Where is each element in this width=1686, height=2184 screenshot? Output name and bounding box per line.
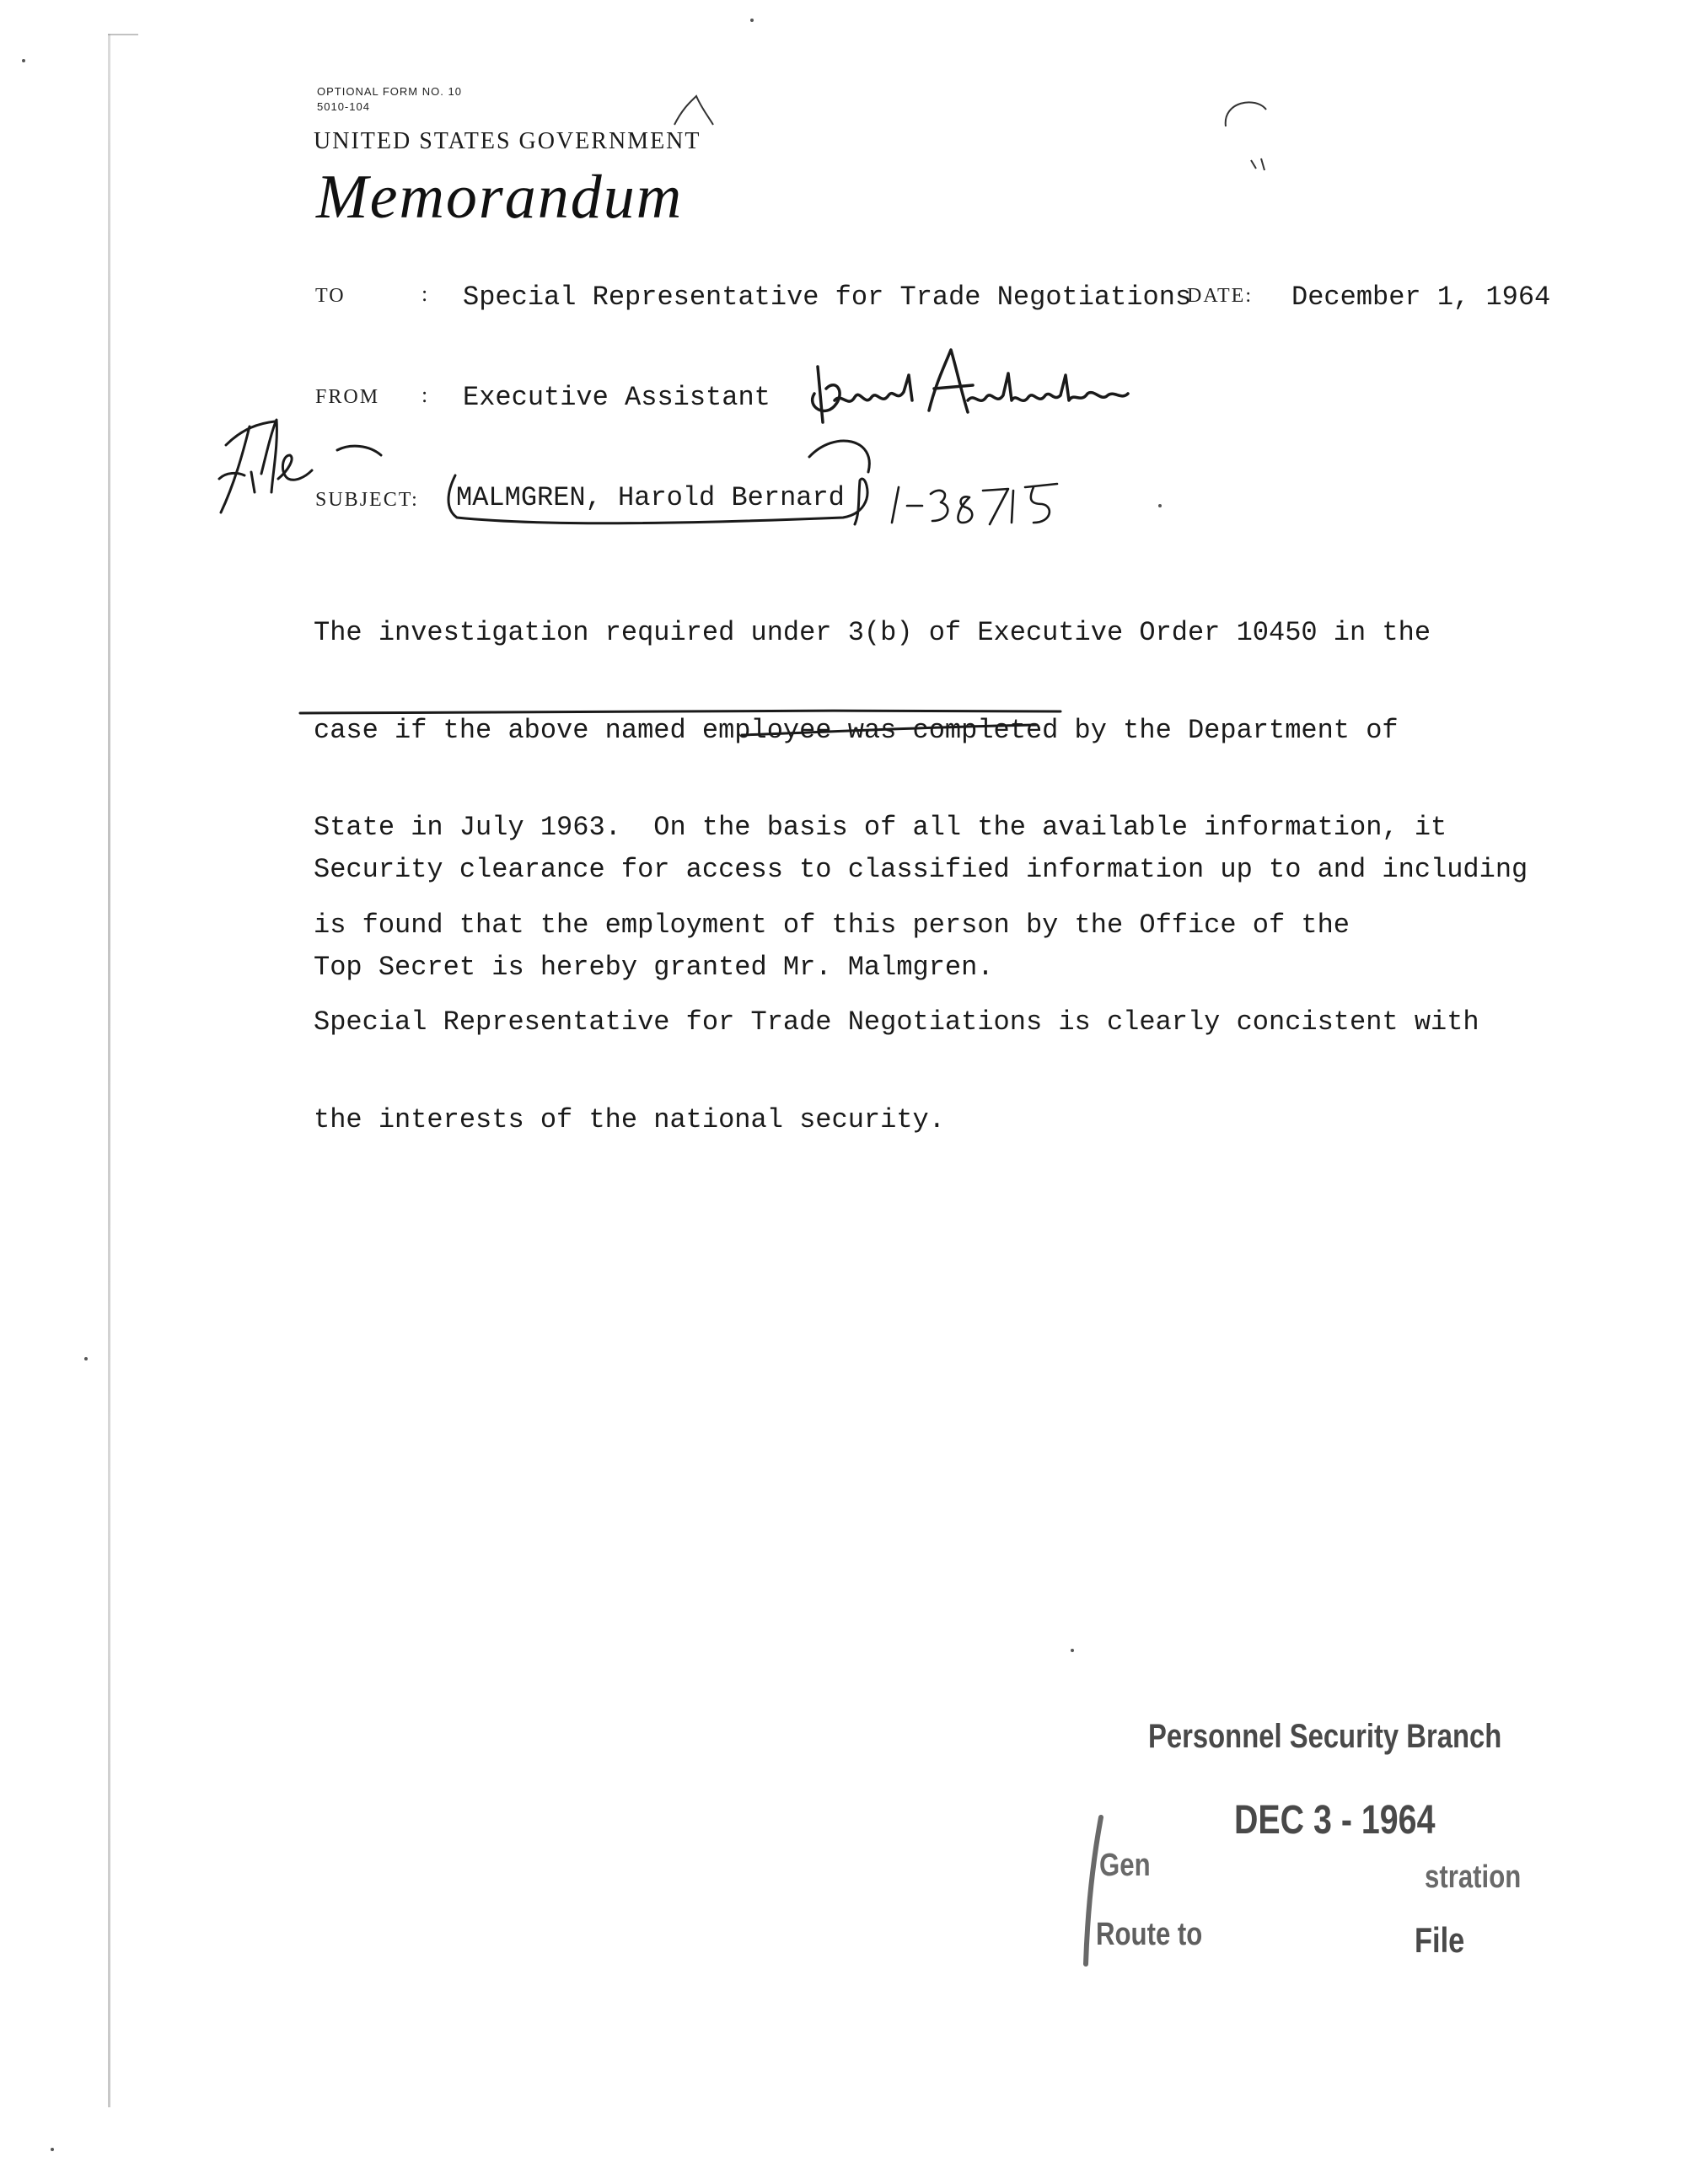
form-number-line2: 5010-104	[317, 100, 370, 113]
body-p1-line: The investigation required under 3(b) of Executive Order 10450 in the	[314, 617, 1431, 648]
stamp-bracket-mark	[1076, 1812, 1109, 1972]
from-label: FROM	[315, 386, 380, 408]
signature-text: Kenneth Auchincloss	[801, 338, 808, 339]
case-number-text: 1-38715	[885, 469, 889, 470]
scan-speck	[22, 59, 25, 62]
form-number-line1: OPTIONAL FORM NO. 10	[317, 85, 462, 98]
case-number-handwriting	[885, 469, 1087, 539]
stamp-route: Route to	[1096, 1917, 1203, 1952]
scan-speck	[51, 2148, 54, 2151]
body-p2-line: Top Secret is hereby granted Mr. Malmgren.	[314, 951, 994, 983]
stamp-file: File	[1415, 1920, 1465, 1960]
body-paragraph-2	[314, 789, 1528, 1017]
body-p1-line: Special Representative for Trade Negotiations is clearly concistent with	[314, 1006, 1479, 1038]
scan-speck	[1071, 1649, 1074, 1652]
body-p2-line: Security clearance for access to classified information up to and including	[314, 854, 1528, 885]
to-value: Special Representative for Trade Negotiations	[463, 282, 1192, 313]
scan-speck	[1158, 504, 1162, 507]
handwritten-underline	[295, 706, 1071, 740]
signature-image	[801, 338, 1155, 434]
subject-label: SUBJECT:	[315, 489, 419, 511]
stamp-line3-right: stration	[1425, 1859, 1522, 1895]
scan-mark	[666, 91, 717, 142]
body-p1-line: the interests of the national security.	[314, 1103, 945, 1135]
government-heading: UNITED STATES GOVERNMENT	[314, 128, 701, 154]
from-value: Executive Assistant	[463, 382, 771, 413]
stamp-branch: Personnel Security Branch	[1148, 1718, 1502, 1755]
date-label: DATE:	[1187, 285, 1253, 307]
scan-speck	[750, 19, 754, 22]
scan-speck	[84, 1357, 88, 1360]
form-number	[317, 84, 462, 115]
stamp-date: DEC 3 - 1964	[1234, 1798, 1436, 1843]
body-p1-line: State in July 1963. On the basis of all the available information, it	[314, 812, 1447, 843]
scan-mark	[1214, 93, 1281, 177]
page-top-edge	[108, 34, 138, 35]
body-p1-line: case if the above named employee was completed by the Department of	[314, 714, 1399, 746]
handwritten-file-note	[201, 408, 420, 529]
to-colon: :	[422, 282, 428, 306]
to-label: TO	[315, 285, 346, 307]
from-colon: :	[422, 383, 428, 407]
stamp-line3-left: Gen	[1099, 1848, 1151, 1883]
file-note-text: File	[201, 408, 202, 409]
subject-value: MALMGREN, Harold Bernard	[456, 482, 845, 513]
body-p1-line: is found that the employment of this person by the Office of the	[314, 909, 1350, 941]
page-left-edge	[108, 34, 110, 2107]
subject-bracket-mark	[438, 447, 910, 539]
memorandum-title: Memorandum	[316, 163, 684, 232]
date-value: December 1, 1964	[1291, 282, 1551, 313]
